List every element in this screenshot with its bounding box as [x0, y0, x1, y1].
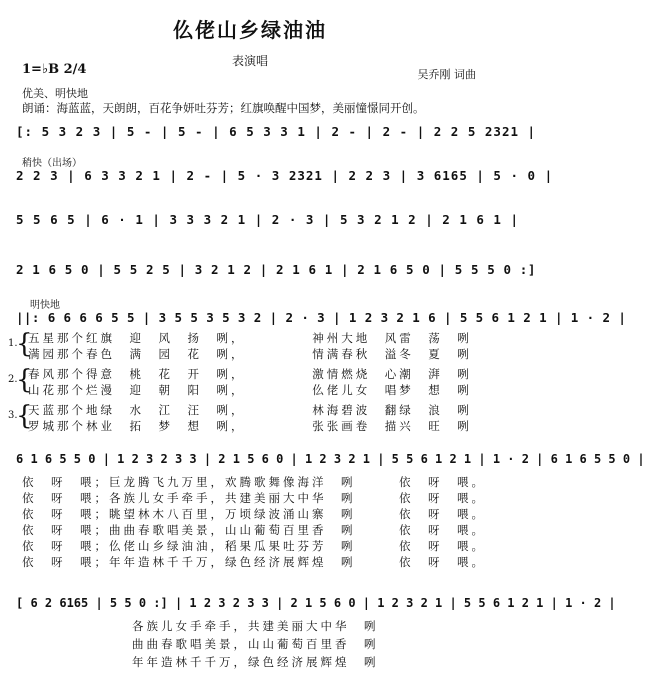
recitation-text: 朗诵：海蓝蓝，天朗朗，百花争妍吐芬芳；红旗唤醒中国梦，美丽憧憬同开创。 [22, 101, 425, 115]
brace-icon: { [16, 329, 33, 359]
notation-row-5 [16, 310, 627, 332]
performance-form: 表演唱 [231, 54, 268, 68]
refrain-line: 依 呀 喂；年年造林千千万，绿色经济展辉煌 咧 依 呀 喂。 [22, 555, 486, 569]
notation-row-2 [16, 168, 554, 190]
verse-number: 3. [8, 410, 18, 421]
tempo-marking: 优美、明快地 [22, 87, 88, 100]
verse-line: 天蓝那个地绿 水 江 汪 咧， 林海碧波 翻绿 浪 咧 [28, 403, 472, 417]
notation-text: [: 5 3 2 3 | 5 - | 5 - | 6 5 3 3 1 | 2 - | 2 - | 2 2 5 2321 | [16, 124, 537, 139]
verse-line: 春风那个得意 桃 花 开 咧， 激情燃烧 心潮 湃 咧 [28, 367, 472, 381]
verse-line: 罗城那个林业 拓 梦 想 咧， 张张画卷 描兴 旺 咧 [28, 419, 472, 433]
refrain-line: 依 呀 喂；仫佬山乡绿油油，稻果瓜果吐芬芳 咧 依 呀 喂。 [22, 539, 486, 553]
verse-line: 满园那个春色 满 园 花 咧， 情满春秋 溢冬 夏 咧 [28, 347, 472, 361]
coda-line: 各族儿女手牵手，共建美丽大中华 咧 [132, 619, 379, 633]
notation-text: 2 1 6 5 0 | 5 5 2 5 | 3 2 1 2 | 2 1 6 1 | 2 1 6 5 0 | 5 5 5 0 :] [16, 262, 537, 277]
refrain-line: 依 呀 喂；眺望林木八百里，万顷绿波涌山寨 咧 依 呀 喂。 [22, 507, 486, 521]
notation-text: ||: 6 6 6 6 5 5 | 3 5 5 3 5 3 2 | 2 · 3 | 1 2 3 2 1 6 | 5 5 6 1 2 1 | 1 · 2 | [16, 310, 627, 325]
composer-credit: 吴乔刚 词曲 [417, 68, 476, 81]
refrain-line: 依 呀 喂；曲曲春歌唱美景，山山葡萄百里香 咧 依 呀 喂。 [22, 523, 486, 537]
song-title: 仫佬山乡绿油油 [173, 18, 327, 42]
notation-row-4 [16, 262, 537, 284]
notation-row-1 [16, 124, 537, 146]
notation-text: 5 5 6 5 | 6 · 1 | 3 3 3 2 1 | 2 · 3 | 5 3 2 1 2 | 2 1 6 1 | [16, 212, 520, 227]
notation-row-7 [16, 596, 616, 618]
verse-line: 山花那个烂漫 迎 朝 阳 咧， 仫佬儿女 唱梦 想 咧 [28, 383, 472, 397]
brace-icon: { [16, 401, 33, 431]
tempo-mark-slightly-fast: 稍快（出场） [22, 158, 82, 169]
brace-icon: { [16, 365, 33, 395]
refrain-line: 依 呀 喂；各族儿女手牵手，共建美丽大中华 咧 依 呀 喂。 [22, 491, 486, 505]
notation-row-6 [16, 452, 645, 474]
notation-text: 6 1 6 5 5 0 | 1 2 3 2 3 3 | 2 1 5 6 0 | 1 2 3 2 1 | 5 5 6 1 2 1 | 1 · 2 | 6 1 6 5 5 0 | [16, 452, 645, 466]
coda-line: 曲曲春歌唱美景，山山葡萄百里香 咧 [132, 637, 379, 651]
notation-text: [ 6 2 6165 | 5 5 0 :] | 1 2 3 2 3 3 | 2 1 5 6 0 | 1 2 3 2 1 | 5 5 6 1 2 1 | 1 · 2 | [16, 596, 616, 610]
refrain-line: 依 呀 喂；巨龙腾飞九万里，欢腾歌舞像海洋 咧 依 呀 喂。 [22, 475, 486, 489]
notation-row-3 [16, 212, 520, 234]
coda-line: 年年造林千千万，绿色经济展辉煌 咧 [132, 655, 379, 669]
verse-line: 五星那个红旗 迎 风 扬 咧， 神州大地 风雷 荡 咧 [28, 331, 472, 345]
notation-text: 2 2 3 | 6 3 3 2 1 | 2 - | 5 · 3 2321 | 2 2 3 | 3 6165 | 5 · 0 | [16, 168, 554, 183]
verse-number: 1. [8, 338, 18, 349]
verse-number: 2. [8, 374, 18, 385]
key-signature: 1=♭B 2/4 [22, 62, 87, 77]
tempo-mark-bright-fast: 明快地 [30, 300, 60, 311]
